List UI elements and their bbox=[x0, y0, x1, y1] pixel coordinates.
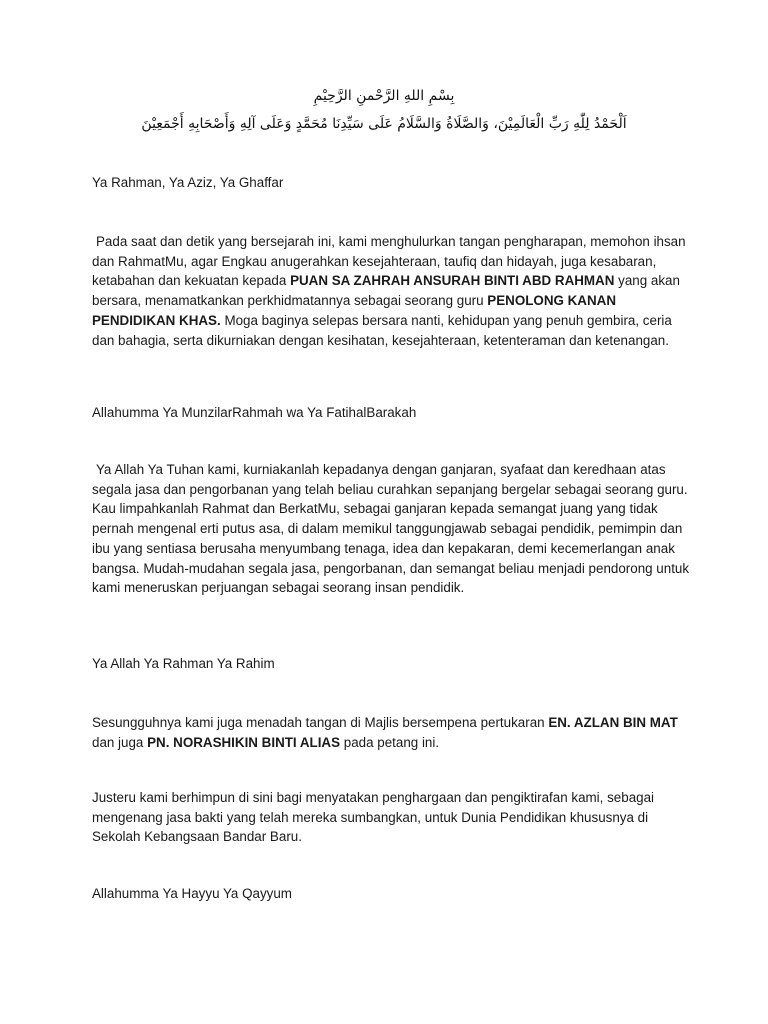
paragraph-text: pada petang ini. bbox=[340, 734, 440, 750]
heading-hayyu-qayyum: Allahumma Ya Hayyu Ya Qayyum bbox=[92, 886, 292, 901]
heading-munzilar-rahmah: Allahumma Ya MunzilarRahmah wa Ya FatihalBarakah bbox=[92, 405, 417, 420]
opening-salutation: اَلْحَمْدُ لِلّٰهِ رَبِّ الْعَالَمِيْنَ، وَالصَّلَاةُ وَالسَّلَامُ عَلَى سَيِّدِنَا مُحَمَّدٍ وَعَلَى آلِهِ وَأَصْحَابِهِ أَجْمَعِيْنَ bbox=[141, 116, 627, 132]
paragraph-reward-prayer bbox=[92, 460, 692, 598]
heading-ya-rahman: Ya Rahman, Ya Aziz, Ya Ghaffar bbox=[92, 175, 284, 190]
paragraph-transfer-prayer bbox=[92, 713, 692, 752]
paragraph-appreciation bbox=[92, 788, 692, 847]
retiree-position: PENOLONG KANAN PENDIDIKAN KHAS. bbox=[92, 293, 616, 328]
paragraph-text: Moga baginya selepas bersara nanti, kehidupan yang penuh gembira, ceria dan bahagia, serta dikurniakan dengan kesihatan, kesejahteraan, ketenteraman dan ketenangan. bbox=[92, 312, 672, 348]
paragraph-retirement-prayer bbox=[92, 232, 692, 350]
paragraph-text: Pada saat dan detik yang bersejarah ini, kami menghulurkan tangan pengharapan, memohon ihsan dan RahmatMu, agar Engkau anugerahkan kesejahteraan, taufiq dan hidayah, juga kesabaran, ketabahan dan kekuatan kepada bbox=[92, 234, 686, 289]
paragraph-text: Justeru kami berhimpun di sini bagi menyatakan penghargaan dan pengiktirafan kami, sebagai mengenang jasa bakti yang telah mereka sumbangkan, untuk Dunia Pendidikan khususnya di Sekolah Kebangsaan Bandar Baru. bbox=[92, 790, 655, 845]
paragraph-text: yang akan bersara, menamatkankan perkhidmatannya sebagai seorang guru bbox=[92, 273, 680, 309]
heading-ya-rahim: Ya Allah Ya Rahman Ya Rahim bbox=[92, 656, 275, 671]
paragraph-text: Sesungguhnya kami juga menadah tangan di Majlis bersempena pertukaran bbox=[92, 715, 549, 730]
basmala: بِسْمِ اللهِ الرَّحْمنِ الرَّحِيْمِ bbox=[313, 88, 455, 104]
transferee-name-2: PN. NORASHIKIN BINTI ALIAS bbox=[147, 734, 341, 750]
paragraph-text: Ya Allah Ya Tuhan kami, kurniakanlah kepadanya dengan ganjaran, syafaat dan keredhaan atas segala jasa dan pengorbanan yang telah beliau curahkan sepanjang bergelar sebagai seorang guru. Kau limpahkanlah Rahmat dan BerkatMu, sebagai ganjaran kepada semangat juang yang tidak pernah mengenal erti putus asa, di dalam memikul tanggungjawab sebagai pendidik, pemimpin dan ibu yang sentiasa berusaha menyumbang tenaga, idea dan kepakaran, demi kecemerlangan anak bangsa. Mudah-mudahan segala jasa, pengorbanan, dan semangat beliau menjadi pendorong untuk kami meneruskan perjuangan sebagai seorang insan pendidik. bbox=[92, 462, 690, 596]
paragraph-text: dan juga bbox=[92, 734, 148, 750]
transferee-name-1: EN. AZLAN BIN MAT bbox=[548, 715, 678, 730]
retiree-name: PUAN SA ZAHRAH ANSURAH BINTI ABD RAHMAN bbox=[290, 273, 615, 289]
